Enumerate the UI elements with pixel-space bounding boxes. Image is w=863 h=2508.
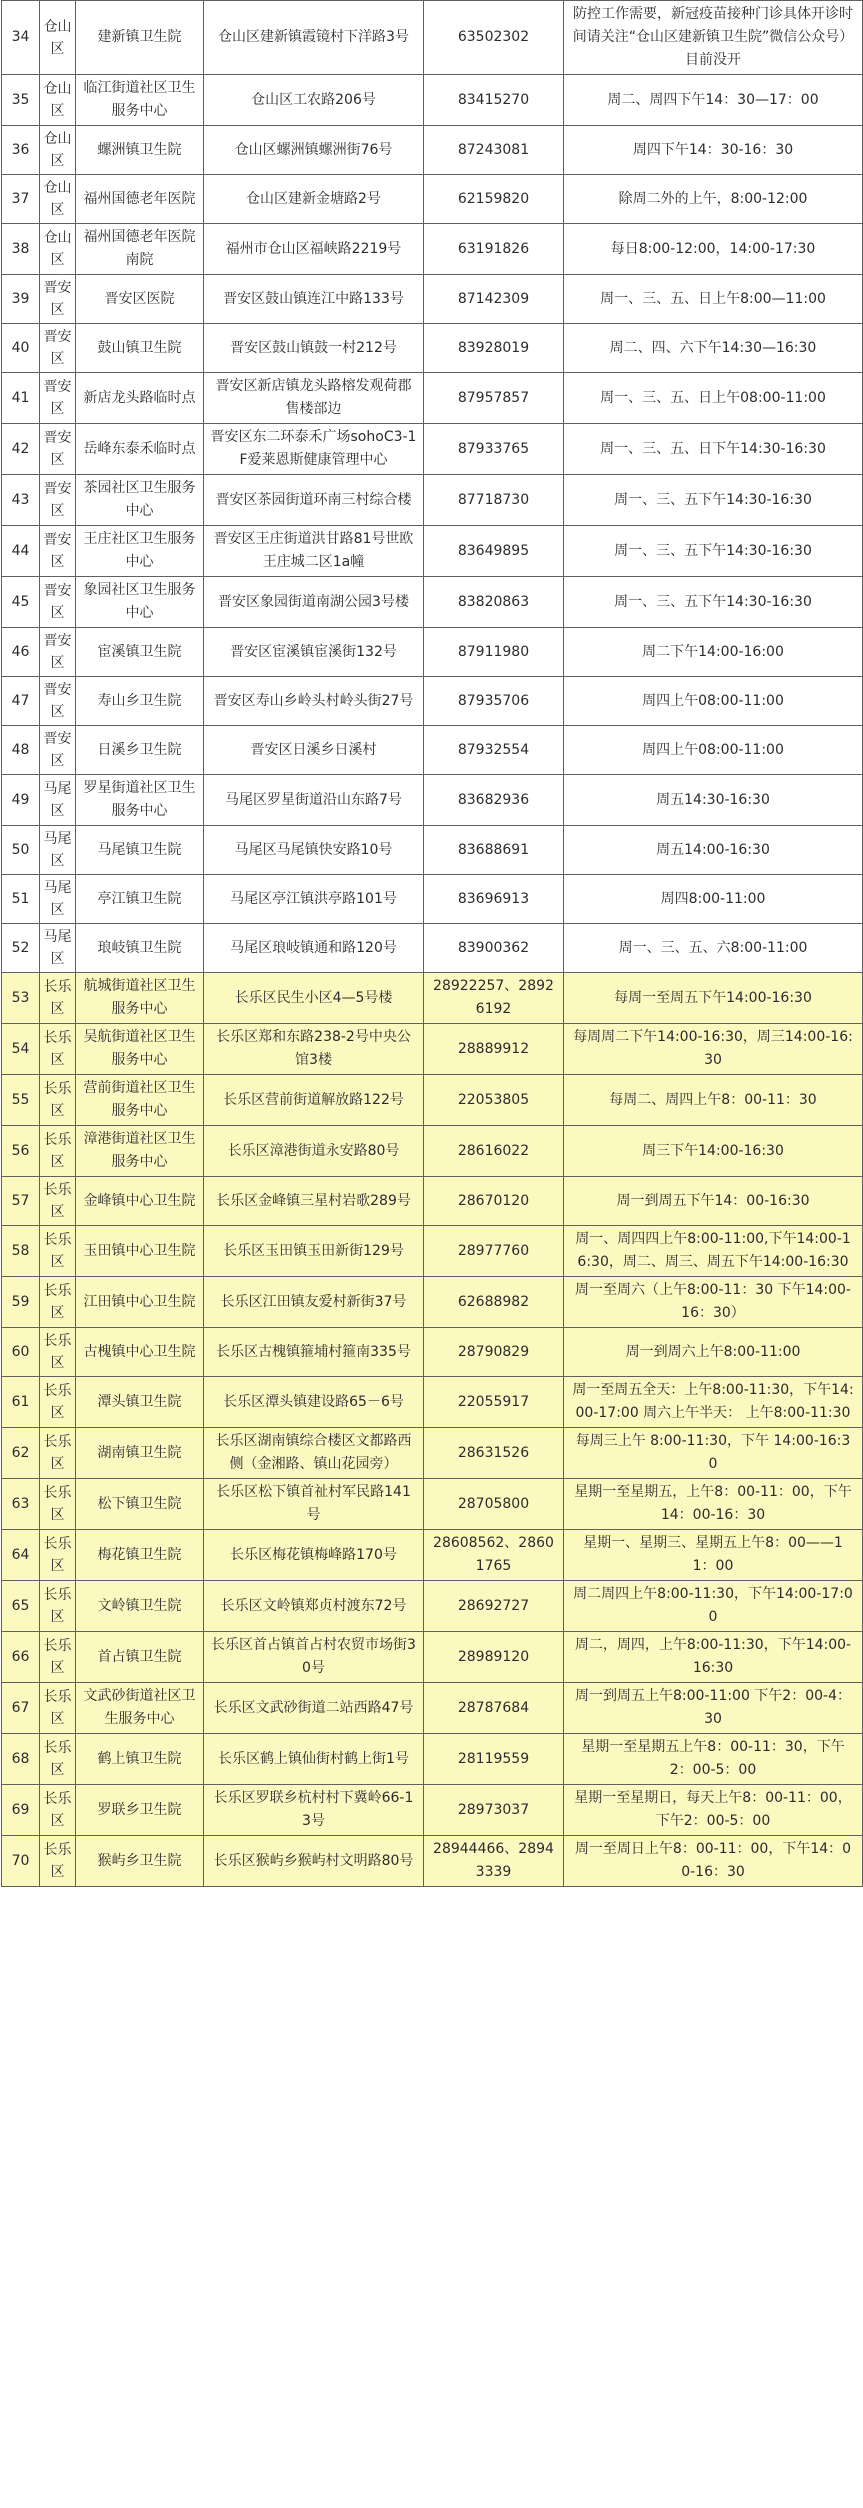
row-number: 35	[2, 75, 40, 126]
site-name-cell: 金峰镇中心卫生院	[76, 1177, 204, 1226]
district-cell: 长乐区	[40, 1734, 76, 1785]
hours-cell: 周一至周日上午8：00-11：00，下午14：00-16：30	[564, 1836, 863, 1887]
hours-cell: 周一到周六上午8:00-11:00	[564, 1328, 863, 1377]
address-cell: 福州市仓山区福峡路2219号	[204, 224, 424, 275]
phone-cell: 87933765	[424, 424, 564, 475]
district-cell: 晋安区	[40, 577, 76, 628]
address-cell: 晋安区茶园街道环南三村综合楼	[204, 475, 424, 526]
site-name-cell: 罗星街道社区卫生服务中心	[76, 775, 204, 826]
phone-cell: 28608562、28601765	[424, 1530, 564, 1581]
table-row	[2, 875, 863, 924]
hours-cell: 周一、三、五、日上午8:00—11:00	[564, 275, 863, 324]
hours-cell: 周五14:30-16:30	[564, 775, 863, 826]
table-row	[2, 1785, 863, 1836]
row-number: 34	[2, 1, 40, 75]
row-number: 45	[2, 577, 40, 628]
district-cell: 仓山区	[40, 224, 76, 275]
hours-cell: 周一、三、五、六8:00-11:00	[564, 924, 863, 973]
district-cell: 仓山区	[40, 1, 76, 75]
site-name-cell: 营前街道社区卫生服务中心	[76, 1075, 204, 1126]
phone-cell: 83688691	[424, 826, 564, 875]
row-number: 65	[2, 1581, 40, 1632]
district-cell: 长乐区	[40, 1581, 76, 1632]
district-cell: 长乐区	[40, 1377, 76, 1428]
hours-cell: 周一、三、五下午14:30-16:30	[564, 526, 863, 577]
district-cell: 长乐区	[40, 1683, 76, 1734]
district-cell: 晋安区	[40, 475, 76, 526]
address-cell: 仓山区建新镇霞镜村下洋路3号	[204, 1, 424, 75]
address-cell: 仓山区工农路206号	[204, 75, 424, 126]
district-cell: 长乐区	[40, 1277, 76, 1328]
hours-cell: 周一、三、五下午14:30-16:30	[564, 577, 863, 628]
address-cell: 长乐区梅花镇梅峰路170号	[204, 1530, 424, 1581]
table-row	[2, 1024, 863, 1075]
hours-cell: 周一、三、五、日下午14:30-16:30	[564, 424, 863, 475]
address-cell: 晋安区寿山乡岭头村岭头街27号	[204, 677, 424, 726]
site-name-cell: 鹤上镇卫生院	[76, 1734, 204, 1785]
site-name-cell: 梅花镇卫生院	[76, 1530, 204, 1581]
hours-cell: 星期一至星期五，上午8：00-11：00，下午14：00-16：30	[564, 1479, 863, 1530]
site-name-cell: 象园社区卫生服务中心	[76, 577, 204, 628]
phone-cell: 28631526	[424, 1428, 564, 1479]
district-cell: 长乐区	[40, 1126, 76, 1177]
address-cell: 仓山区螺洲镇螺洲街76号	[204, 126, 424, 175]
site-name-cell: 晋安区医院	[76, 275, 204, 324]
row-number: 54	[2, 1024, 40, 1075]
hours-cell: 星期一、星期三、星期五上午8：00——11：00	[564, 1530, 863, 1581]
address-cell: 长乐区首占镇首占村农贸市场街30号	[204, 1632, 424, 1683]
district-cell: 晋安区	[40, 424, 76, 475]
district-cell: 晋安区	[40, 677, 76, 726]
address-cell: 长乐区文武砂街道二站西路47号	[204, 1683, 424, 1734]
site-name-cell: 航城街道社区卫生服务中心	[76, 973, 204, 1024]
phone-cell: 62688982	[424, 1277, 564, 1328]
phone-cell: 28922257、28926192	[424, 973, 564, 1024]
hours-cell: 周四下午14：30-16：30	[564, 126, 863, 175]
hours-cell: 周一、三、五、日上午08:00-11:00	[564, 373, 863, 424]
district-cell: 马尾区	[40, 775, 76, 826]
hours-cell: 每周二、周四上午8：00-11：30	[564, 1075, 863, 1126]
address-cell: 长乐区罗联乡杭村村下冀岭66-13号	[204, 1785, 424, 1836]
phone-cell: 28705800	[424, 1479, 564, 1530]
phone-cell: 62159820	[424, 175, 564, 224]
site-name-cell: 日溪乡卫生院	[76, 726, 204, 775]
phone-cell: 28989120	[424, 1632, 564, 1683]
row-number: 39	[2, 275, 40, 324]
table-row	[2, 577, 863, 628]
table-row	[2, 175, 863, 224]
table-row	[2, 373, 863, 424]
site-name-cell: 松下镇卫生院	[76, 1479, 204, 1530]
table-row	[2, 275, 863, 324]
hours-cell: 周一至周六（上午8:00-11：30 下午14:00-16：30）	[564, 1277, 863, 1328]
address-cell: 长乐区玉田镇玉田新街129号	[204, 1226, 424, 1277]
address-cell: 晋安区日溪乡日溪村	[204, 726, 424, 775]
site-name-cell: 螺洲镇卫生院	[76, 126, 204, 175]
site-name-cell: 文武砂街道社区卫生服务中心	[76, 1683, 204, 1734]
address-cell: 晋安区新店镇龙头路榕发观荷郡售楼部边	[204, 373, 424, 424]
hours-cell: 周一到周五下午14：00-16:30	[564, 1177, 863, 1226]
phone-cell: 83682936	[424, 775, 564, 826]
row-number: 67	[2, 1683, 40, 1734]
site-name-cell: 王庄社区卫生服务中心	[76, 526, 204, 577]
phone-cell: 28973037	[424, 1785, 564, 1836]
site-name-cell: 宦溪镇卫生院	[76, 628, 204, 677]
address-cell: 长乐区民生小区4—5号楼	[204, 973, 424, 1024]
site-name-cell: 福州国德老年医院	[76, 175, 204, 224]
phone-cell: 28670120	[424, 1177, 564, 1226]
phone-cell: 83900362	[424, 924, 564, 973]
table-body	[2, 1, 863, 1887]
table-row	[2, 1836, 863, 1887]
site-name-cell: 马尾镇卫生院	[76, 826, 204, 875]
table-row	[2, 973, 863, 1024]
phone-cell: 28616022	[424, 1126, 564, 1177]
table-row	[2, 1632, 863, 1683]
address-cell: 长乐区潭头镇建设路65－6号	[204, 1377, 424, 1428]
address-cell: 长乐区古槐镇箍埔村箍南335号	[204, 1328, 424, 1377]
phone-cell: 87957857	[424, 373, 564, 424]
hours-cell: 周二下午14:00-16:00	[564, 628, 863, 677]
hours-cell: 星期一至星期五上午8：00-11：30，下午2：00-5：00	[564, 1734, 863, 1785]
district-cell: 马尾区	[40, 924, 76, 973]
address-cell: 长乐区湖南镇综合楼区文都路西侧（金湘路、镇山花园旁）	[204, 1428, 424, 1479]
site-name-cell: 寿山乡卫生院	[76, 677, 204, 726]
phone-cell: 63502302	[424, 1, 564, 75]
phone-cell: 83649895	[424, 526, 564, 577]
site-name-cell: 江田镇中心卫生院	[76, 1277, 204, 1328]
table-row	[2, 1075, 863, 1126]
site-name-cell: 猴屿乡卫生院	[76, 1836, 204, 1887]
hours-cell: 周二，周四，上午8:00-11:30，下午14:00-16:30	[564, 1632, 863, 1683]
row-number: 47	[2, 677, 40, 726]
table-row	[2, 1581, 863, 1632]
row-number: 57	[2, 1177, 40, 1226]
address-cell: 晋安区王庄街道洪甘路81号世欧王庄城二区1a幢	[204, 526, 424, 577]
row-number: 40	[2, 324, 40, 373]
table-row	[2, 924, 863, 973]
site-name-cell: 新店龙头路临时点	[76, 373, 204, 424]
row-number: 59	[2, 1277, 40, 1328]
row-number: 37	[2, 175, 40, 224]
hours-cell: 周四8:00-11:00	[564, 875, 863, 924]
district-cell: 长乐区	[40, 1024, 76, 1075]
table-row	[2, 1126, 863, 1177]
table-row	[2, 677, 863, 726]
phone-cell: 28977760	[424, 1226, 564, 1277]
table-row	[2, 224, 863, 275]
address-cell: 马尾区罗星街道沿山东路7号	[204, 775, 424, 826]
district-cell: 马尾区	[40, 875, 76, 924]
hours-cell: 周一到周五上午8:00-11:00 下午2：00-4：30	[564, 1683, 863, 1734]
row-number: 55	[2, 1075, 40, 1126]
address-cell: 马尾区琅岐镇通和路120号	[204, 924, 424, 973]
district-cell: 长乐区	[40, 1328, 76, 1377]
table-row	[2, 1328, 863, 1377]
row-number: 66	[2, 1632, 40, 1683]
hours-cell: 防控工作需要，新冠疫苗接种门诊具体开诊时间请关注“仓山区建新镇卫生院”微信公众号）目前没开	[564, 1, 863, 75]
district-cell: 长乐区	[40, 1632, 76, 1683]
table-row	[2, 126, 863, 175]
hours-cell: 每周一至周五下午14:00-16:30	[564, 973, 863, 1024]
phone-cell: 28692727	[424, 1581, 564, 1632]
district-cell: 仓山区	[40, 126, 76, 175]
table-row	[2, 726, 863, 775]
district-cell: 长乐区	[40, 1479, 76, 1530]
phone-cell: 87935706	[424, 677, 564, 726]
district-cell: 长乐区	[40, 973, 76, 1024]
site-name-cell: 首占镇卫生院	[76, 1632, 204, 1683]
table-row	[2, 1428, 863, 1479]
site-name-cell: 潭头镇卫生院	[76, 1377, 204, 1428]
hours-cell: 每周三上午 8:00-11:30，下午 14:00-16:30	[564, 1428, 863, 1479]
row-number: 44	[2, 526, 40, 577]
hours-cell: 除周二外的上午，8:00-12:00	[564, 175, 863, 224]
row-number: 50	[2, 826, 40, 875]
phone-cell: 87911980	[424, 628, 564, 677]
hours-cell: 周四上午08:00-11:00	[564, 677, 863, 726]
hours-cell: 周一、周四四上午8:00-11:00,下午14:00-16:30，周二、周三、周五下午14:00-16:30	[564, 1226, 863, 1277]
phone-cell: 83415270	[424, 75, 564, 126]
phone-cell: 63191826	[424, 224, 564, 275]
district-cell: 长乐区	[40, 1530, 76, 1581]
address-cell: 长乐区松下镇首祉村军民路141号	[204, 1479, 424, 1530]
hours-cell: 周一至周五全天：上午8:00-11:30，下午14:00-17:00 周六上午半天： 上午8:00-11:30	[564, 1377, 863, 1428]
phone-cell: 28790829	[424, 1328, 564, 1377]
site-name-cell: 漳港街道社区卫生服务中心	[76, 1126, 204, 1177]
district-cell: 仓山区	[40, 175, 76, 224]
site-name-cell: 临江街道社区卫生服务中心	[76, 75, 204, 126]
row-number: 41	[2, 373, 40, 424]
district-cell: 晋安区	[40, 373, 76, 424]
hours-cell: 星期一至星期日，每天上午8：00-11：00，下午2：00-5：00	[564, 1785, 863, 1836]
site-name-cell: 琅岐镇卫生院	[76, 924, 204, 973]
address-cell: 仓山区建新金塘路2号	[204, 175, 424, 224]
row-number: 48	[2, 726, 40, 775]
row-number: 64	[2, 1530, 40, 1581]
address-cell: 晋安区东二环泰禾广场sohoC3-1F爱莱恩斯健康管理中心	[204, 424, 424, 475]
district-cell: 晋安区	[40, 526, 76, 577]
district-cell: 晋安区	[40, 726, 76, 775]
phone-cell: 28944466、28943339	[424, 1836, 564, 1887]
table-row	[2, 826, 863, 875]
table-row	[2, 324, 863, 373]
row-number: 38	[2, 224, 40, 275]
site-name-cell: 玉田镇中心卫生院	[76, 1226, 204, 1277]
address-cell: 长乐区文岭镇郑贞村渡东72号	[204, 1581, 424, 1632]
district-cell: 长乐区	[40, 1075, 76, 1126]
hours-cell: 周一、三、五下午14:30-16:30	[564, 475, 863, 526]
district-cell: 马尾区	[40, 826, 76, 875]
address-cell: 晋安区宦溪镇宦溪街132号	[204, 628, 424, 677]
district-cell: 晋安区	[40, 324, 76, 373]
site-name-cell: 罗联乡卫生院	[76, 1785, 204, 1836]
site-name-cell: 岳峰东泰禾临时点	[76, 424, 204, 475]
table-row	[2, 526, 863, 577]
table-row	[2, 424, 863, 475]
phone-cell: 87718730	[424, 475, 564, 526]
hours-cell: 周三下午14:00-16:30	[564, 1126, 863, 1177]
phone-cell: 87142309	[424, 275, 564, 324]
sites-table	[1, 0, 863, 1887]
district-cell: 长乐区	[40, 1836, 76, 1887]
address-cell: 长乐区鹤上镇仙街村鹤上街1号	[204, 1734, 424, 1785]
row-number: 68	[2, 1734, 40, 1785]
site-name-cell: 湖南镇卫生院	[76, 1428, 204, 1479]
row-number: 70	[2, 1836, 40, 1887]
district-cell: 仓山区	[40, 75, 76, 126]
table-row	[2, 1530, 863, 1581]
phone-cell: 22053805	[424, 1075, 564, 1126]
table-row	[2, 75, 863, 126]
table-row	[2, 1479, 863, 1530]
phone-cell: 87932554	[424, 726, 564, 775]
vaccination-sites-table	[1, 0, 862, 1887]
row-number: 69	[2, 1785, 40, 1836]
site-name-cell: 建新镇卫生院	[76, 1, 204, 75]
row-number: 43	[2, 475, 40, 526]
phone-cell: 22055917	[424, 1377, 564, 1428]
district-cell: 长乐区	[40, 1177, 76, 1226]
address-cell: 马尾区马尾镇快安路10号	[204, 826, 424, 875]
address-cell: 长乐区营前街道解放路122号	[204, 1075, 424, 1126]
district-cell: 晋安区	[40, 628, 76, 677]
district-cell: 长乐区	[40, 1428, 76, 1479]
row-number: 56	[2, 1126, 40, 1177]
row-number: 60	[2, 1328, 40, 1377]
table-row	[2, 1, 863, 75]
address-cell: 晋安区鼓山镇鼓一村212号	[204, 324, 424, 373]
site-name-cell: 亭江镇卫生院	[76, 875, 204, 924]
row-number: 36	[2, 126, 40, 175]
phone-cell: 83696913	[424, 875, 564, 924]
hours-cell: 每日8:00-12:00，14:00-17:30	[564, 224, 863, 275]
row-number: 42	[2, 424, 40, 475]
phone-cell: 28889912	[424, 1024, 564, 1075]
phone-cell: 28787684	[424, 1683, 564, 1734]
address-cell: 马尾区亭江镇洪亭路101号	[204, 875, 424, 924]
table-row	[2, 475, 863, 526]
hours-cell: 每周周二下午14:00-16:30，周三14:00-16:30	[564, 1024, 863, 1075]
site-name-cell: 茶园社区卫生服务中心	[76, 475, 204, 526]
district-cell: 晋安区	[40, 275, 76, 324]
table-row	[2, 1734, 863, 1785]
table-row	[2, 775, 863, 826]
address-cell: 晋安区象园街道南湖公园3号楼	[204, 577, 424, 628]
address-cell: 长乐区猴屿乡猴屿村文明路80号	[204, 1836, 424, 1887]
row-number: 52	[2, 924, 40, 973]
address-cell: 长乐区金峰镇三星村岩歌289号	[204, 1177, 424, 1226]
row-number: 58	[2, 1226, 40, 1277]
phone-cell: 28119559	[424, 1734, 564, 1785]
row-number: 51	[2, 875, 40, 924]
row-number: 61	[2, 1377, 40, 1428]
table-row	[2, 1226, 863, 1277]
table-row	[2, 1683, 863, 1734]
address-cell: 长乐区漳港街道永安路80号	[204, 1126, 424, 1177]
site-name-cell: 福州国德老年医院南院	[76, 224, 204, 275]
hours-cell: 周四上午08:00-11:00	[564, 726, 863, 775]
address-cell: 长乐区郑和东路238-2号中央公馆3楼	[204, 1024, 424, 1075]
hours-cell: 周二周四上午8:00-11:30，下午14:00-17:00	[564, 1581, 863, 1632]
site-name-cell: 文岭镇卫生院	[76, 1581, 204, 1632]
address-cell: 晋安区鼓山镇连江中路133号	[204, 275, 424, 324]
district-cell: 长乐区	[40, 1226, 76, 1277]
hours-cell: 周五14:00-16:30	[564, 826, 863, 875]
row-number: 63	[2, 1479, 40, 1530]
site-name-cell: 吴航街道社区卫生服务中心	[76, 1024, 204, 1075]
site-name-cell: 古槐镇中心卫生院	[76, 1328, 204, 1377]
site-name-cell: 鼓山镇卫生院	[76, 324, 204, 373]
table-row	[2, 1377, 863, 1428]
phone-cell: 83820863	[424, 577, 564, 628]
hours-cell: 周二、周四下午14：30—17：00	[564, 75, 863, 126]
table-row	[2, 1177, 863, 1226]
table-row	[2, 1277, 863, 1328]
row-number: 62	[2, 1428, 40, 1479]
address-cell: 长乐区江田镇友爱村新街37号	[204, 1277, 424, 1328]
district-cell: 长乐区	[40, 1785, 76, 1836]
row-number: 46	[2, 628, 40, 677]
row-number: 49	[2, 775, 40, 826]
table-row	[2, 628, 863, 677]
phone-cell: 83928019	[424, 324, 564, 373]
row-number: 53	[2, 973, 40, 1024]
phone-cell: 87243081	[424, 126, 564, 175]
hours-cell: 周二、四、六下午14:30—16:30	[564, 324, 863, 373]
